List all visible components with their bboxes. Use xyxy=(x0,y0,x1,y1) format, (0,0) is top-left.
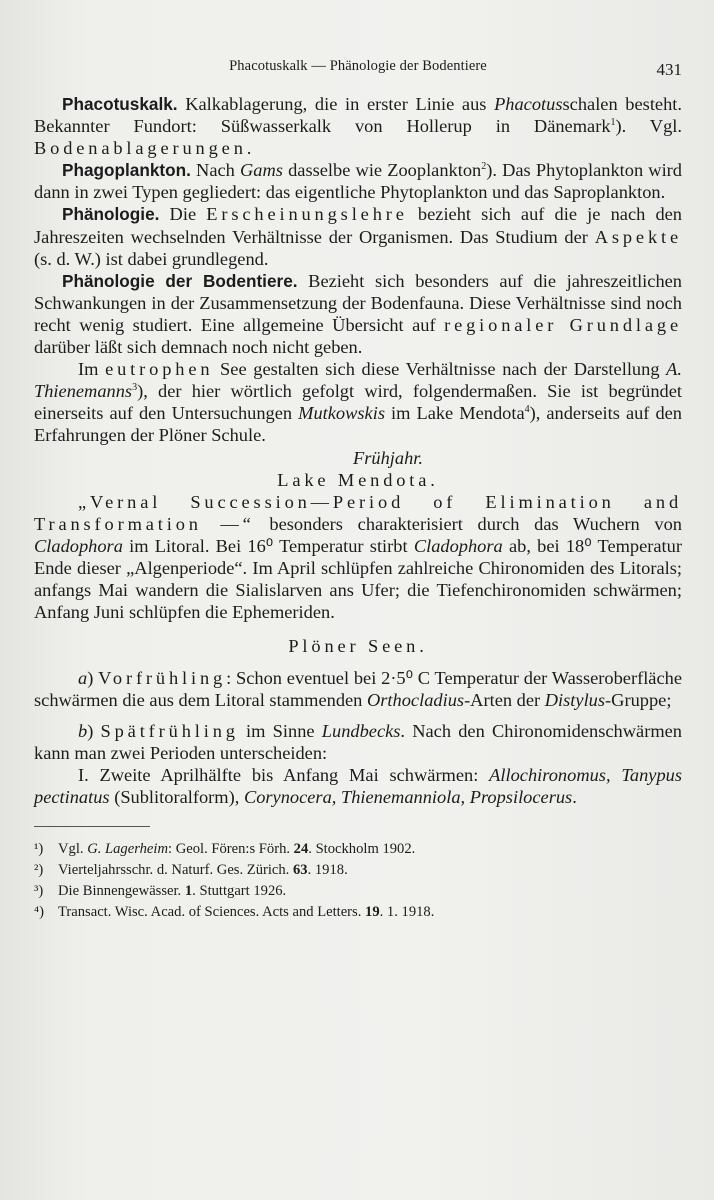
italic-run: Lundbecks xyxy=(321,720,401,741)
italic-run: Gams xyxy=(240,160,283,181)
text-run: : Schon eventuel bei 2·5⁰ C Temperatur der Wasseroberfläche schwärmen die aus dem Litoral stammenden xyxy=(34,668,682,711)
spaced-run: Erscheinungslehre xyxy=(206,204,408,225)
text-run: . xyxy=(572,786,577,807)
text-run: ). Das Phytoplankton wird dann in zwei Typen gegliedert: das eigentliche Phytoplankton und das Saproplankton. xyxy=(34,160,682,203)
volume-number: 19 xyxy=(365,903,380,920)
entry-phagoplankton xyxy=(34,159,682,203)
text-run: Transact. Wisc. Acad. of Sciences. Acts and Letters. xyxy=(58,903,366,920)
spaced-run: Spätfrühling xyxy=(100,720,239,741)
italic-run: a xyxy=(78,668,88,689)
volume-number: 24 xyxy=(293,840,309,857)
paragraph-aprilhaelfte xyxy=(34,764,682,808)
text-run: Vgl. xyxy=(58,840,88,857)
footnote-ref: 1 xyxy=(610,116,616,128)
entry-phacotuskalk xyxy=(34,93,682,159)
paragraph-vorfruehling xyxy=(34,667,682,711)
text-run: im Litoral. Bei 16⁰ Temperatur stirbt xyxy=(122,535,414,556)
footnote-4 xyxy=(34,902,682,923)
text-run: Kalkablagerung, die in erster Linie aus xyxy=(177,94,495,114)
footnote-ref: 3 xyxy=(132,382,138,394)
text-run: Bezieht sich besonders auf die jahreszeitlichen Schwankungen in der Zusammensetzung der Bodenfauna. Diese Verhältnisse sind noch recht wenig studiert. Eine allgemeine Übersicht auf xyxy=(34,270,682,335)
italic-run: b xyxy=(78,720,88,741)
footnote-divider xyxy=(34,826,150,827)
entry-phaenologie-bodentiere xyxy=(34,270,682,358)
footnote-1 xyxy=(34,839,682,860)
italic-run: Allochironomus, Tanypus pectinatus xyxy=(34,764,682,807)
text-run: ) xyxy=(87,720,101,741)
entry-term: Phagoplankton. xyxy=(62,160,191,181)
text-run: (s. d. W.) ist dabei grundlegend. xyxy=(34,248,269,269)
italic-run: A. Thienemanns xyxy=(34,359,683,402)
text-run: im Sinne xyxy=(238,720,322,741)
page-body xyxy=(34,93,682,923)
footnote-ref: 4 xyxy=(524,404,530,416)
text-run: . 1918. xyxy=(307,861,348,878)
paragraph-spaetfruehling xyxy=(34,720,682,764)
text-run: ), anderseits auf den Erfahrungen der Plöner Schule. xyxy=(34,403,683,446)
text-run: I. Zweite Aprilhälfte bis Anfang Mai schwärmen: xyxy=(78,764,490,785)
paragraph-vernal-succession xyxy=(34,491,682,624)
text-run: Im xyxy=(78,359,106,380)
text-run: Nach xyxy=(190,160,241,181)
text-run: . 1. 1918. xyxy=(379,903,435,920)
heading-fruehjahr: Frühjahr. xyxy=(353,447,423,468)
italic-run: Cladophora xyxy=(34,535,123,556)
text-run: : Geol. Fören:s Förh. xyxy=(168,840,294,857)
heading-ploener-seen: Plöner Seen. xyxy=(288,636,428,657)
text-run: ) xyxy=(87,668,99,689)
text-run: Vierteljahrsschr. d. Naturf. Ges. Zürich. xyxy=(58,861,293,878)
spaced-run: regionaler Grundlage xyxy=(444,314,683,335)
entry-term: Phacotuskalk. xyxy=(62,94,178,114)
footnote-2 xyxy=(34,860,682,881)
footnote-mark: ⁴) xyxy=(34,903,44,920)
text-run: darüber läßt sich demnach noch nicht geben. xyxy=(34,337,363,358)
italic-run: Corynocera, Thienemanniola, Propsilocerus xyxy=(243,786,573,807)
entry-term: Phänologie der Bodentiere. xyxy=(62,270,298,291)
italic-run: Mutkowskis xyxy=(298,403,385,424)
text-run: im Lake Mendota xyxy=(384,403,525,424)
text-run: ab, bei 18⁰ Temperatur Ende dieser „Algenperiode“. Im April schlüpfen zahlreiche Chironomiden des Litorals; anfangs Mai wandern die Sialislarven ans Ufer; die Tiefenchironomiden schwärmen; Anfang Juni schlüpfen die Ephemeriden. xyxy=(34,535,682,623)
text-run: bezieht sich auf die je nach den Jahreszeiten wechselnden Verhältnisse der Organismen. Das Studium der xyxy=(34,204,682,247)
footnote-mark: ³) xyxy=(34,882,44,899)
running-title: Phacotuskalk — Phänologie der Bodentiere xyxy=(229,58,487,74)
footnote-mark: ¹) xyxy=(34,840,44,857)
text-run: Die xyxy=(159,204,207,225)
footnote-mark: ²) xyxy=(34,861,44,878)
italic-run: Distylus xyxy=(544,690,606,711)
volume-number: 1 xyxy=(184,882,193,899)
spaced-run: Aspekte xyxy=(594,226,682,247)
spaced-run: „Vernal Succession—Period of Elimination and Transformation —“ xyxy=(34,491,682,534)
text-run: -Arten der xyxy=(464,690,545,711)
spaced-run: Vorfrühling xyxy=(98,668,227,689)
page-number: 431 xyxy=(656,60,682,79)
volume-number: 63 xyxy=(292,861,308,878)
spaced-run: eutrophen xyxy=(105,359,214,380)
text-run: See gestalten sich diese Verhältnisse nach der Darstellung xyxy=(213,359,667,380)
footnote-ref: 2 xyxy=(481,161,487,173)
entry-phaenologie xyxy=(34,203,682,269)
italic-run: Cladophora xyxy=(413,535,503,556)
text-run: . Stuttgart 1926. xyxy=(192,882,287,899)
text-run: . Nach den Chironomidenschwärmen kann man zwei Perioden unterscheiden: xyxy=(34,720,682,763)
text-run: schalen besteht. Bekannter Fundort: Süßwasserkalk von Hollerup in Dänemark xyxy=(34,94,682,137)
italic-run: Phacotus xyxy=(494,94,563,114)
text-run: ). Vgl. xyxy=(615,116,682,137)
text-run: (Sublitoralform), xyxy=(109,786,244,807)
heading-lake-mendota: Lake Mendota. xyxy=(277,469,439,490)
text-run: ), der hier wörtlich gefolgt wird, folgendermaßen. Sie ist begründet einerseits auf den Untersuchungen xyxy=(34,381,682,424)
italic-run: Orthocladius xyxy=(366,690,465,711)
text-run: dasselbe wie Zooplankton xyxy=(282,160,482,181)
text-run: besonders charakterisiert durch das Wuchern von xyxy=(254,513,682,534)
text-run: . Stockholm 1902. xyxy=(308,840,416,857)
text-run: . xyxy=(246,138,252,159)
footnote-3 xyxy=(34,881,682,902)
text-run: Die Binnengewässer. xyxy=(58,882,185,899)
paragraph-eutroph xyxy=(34,358,682,446)
spaced-run: Bodenablagerungen xyxy=(34,138,247,159)
italic-run: G. Lagerheim xyxy=(87,840,168,857)
running-header xyxy=(34,54,682,82)
entry-term: Phänologie. xyxy=(62,204,160,225)
text-run: -Gruppe; xyxy=(605,690,672,711)
